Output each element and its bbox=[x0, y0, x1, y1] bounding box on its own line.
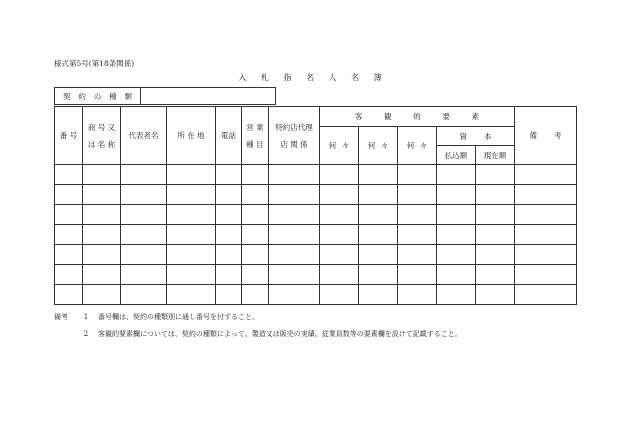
header-trade-name-line2: は 名 称 bbox=[87, 139, 116, 149]
table-cell[interactable] bbox=[437, 205, 476, 225]
note-number: 2 bbox=[83, 330, 89, 338]
label-char: 類 bbox=[124, 91, 132, 101]
remarks-char: 考 bbox=[554, 131, 562, 140]
table-cell[interactable] bbox=[216, 265, 242, 285]
table-cell[interactable] bbox=[476, 245, 515, 265]
header-agent-line1: 特約店代理 bbox=[275, 122, 313, 132]
remarks-char: 備 bbox=[529, 131, 538, 140]
table-cell[interactable] bbox=[476, 165, 515, 185]
header-business bbox=[242, 107, 269, 165]
table-cell[interactable] bbox=[359, 185, 398, 205]
item-char: 何 bbox=[367, 141, 376, 150]
contract-type-value[interactable] bbox=[141, 88, 275, 104]
table-cell[interactable] bbox=[216, 285, 242, 305]
title-char: 札 bbox=[260, 73, 269, 82]
table-cell[interactable] bbox=[55, 165, 83, 185]
header-phone: 電話 bbox=[216, 107, 242, 165]
table-cell[interactable] bbox=[269, 185, 320, 205]
table-cell[interactable] bbox=[437, 245, 476, 265]
table-cell[interactable] bbox=[121, 265, 167, 285]
title-char: 簿 bbox=[373, 73, 382, 82]
header-business-line2: 種 目 bbox=[246, 139, 264, 149]
header-current: 現在額 bbox=[476, 146, 515, 165]
document-title bbox=[230, 72, 390, 83]
form-number-label: 様式第5号(第18条関係) bbox=[54, 59, 135, 68]
header-remarks bbox=[515, 107, 577, 165]
notes-section bbox=[54, 309, 462, 343]
objective-char: 要 bbox=[442, 112, 450, 121]
table-cell[interactable] bbox=[55, 205, 83, 225]
notes-label: 備考 bbox=[54, 313, 68, 321]
table-cell[interactable] bbox=[476, 285, 515, 305]
table-cell[interactable] bbox=[320, 265, 359, 285]
header-item bbox=[320, 127, 359, 165]
table-cell[interactable] bbox=[437, 225, 476, 245]
table-cell[interactable] bbox=[167, 185, 216, 205]
table-cell[interactable] bbox=[515, 245, 577, 265]
table-cell[interactable] bbox=[242, 205, 269, 225]
table-cell[interactable] bbox=[269, 245, 320, 265]
title-char: 名 bbox=[306, 73, 314, 82]
table-cell[interactable] bbox=[359, 205, 398, 225]
table-cell[interactable] bbox=[242, 185, 269, 205]
table-cell[interactable] bbox=[320, 205, 359, 225]
item-char: 何 bbox=[406, 141, 415, 150]
table-cell[interactable] bbox=[359, 225, 398, 245]
header-representative: 代表者名 bbox=[121, 107, 167, 165]
table-cell[interactable] bbox=[121, 285, 167, 305]
header-address: 所 在 地 bbox=[167, 107, 216, 165]
title-char: 人 bbox=[328, 73, 337, 82]
table-cell[interactable] bbox=[216, 185, 242, 205]
item-char: 々 bbox=[341, 141, 350, 150]
title-char: 入 bbox=[238, 73, 247, 82]
item-char: 何 bbox=[328, 141, 337, 150]
table-cell[interactable] bbox=[515, 225, 577, 245]
table-cell[interactable] bbox=[359, 285, 398, 305]
objective-char: 素 bbox=[471, 112, 480, 121]
contract-type-label bbox=[55, 88, 141, 104]
table-cell[interactable] bbox=[437, 285, 476, 305]
table-cell[interactable] bbox=[320, 285, 359, 305]
table-cell[interactable] bbox=[515, 185, 577, 205]
header-item bbox=[398, 127, 437, 165]
table-cell[interactable] bbox=[320, 225, 359, 245]
title-char: 名 bbox=[351, 73, 360, 82]
note-text: 番号欄は、契約の種類別に通し番号を付すること。 bbox=[98, 313, 259, 321]
table-row bbox=[55, 185, 577, 205]
table-cell[interactable] bbox=[216, 165, 242, 185]
table-cell[interactable] bbox=[320, 185, 359, 205]
table-cell[interactable] bbox=[83, 225, 121, 245]
table-cell[interactable] bbox=[121, 225, 167, 245]
table-cell[interactable] bbox=[83, 185, 121, 205]
label-char: 約 bbox=[78, 91, 86, 101]
note-row bbox=[54, 326, 462, 343]
table-cell[interactable] bbox=[320, 245, 359, 265]
header-agent bbox=[269, 107, 320, 165]
table-row bbox=[55, 225, 577, 245]
capital-char: 本 bbox=[484, 131, 492, 141]
table-cell[interactable] bbox=[167, 245, 216, 265]
table-row bbox=[55, 245, 577, 265]
label-char: 種 bbox=[109, 91, 117, 101]
table-row bbox=[55, 205, 577, 225]
table-cell[interactable] bbox=[437, 185, 476, 205]
table-cell[interactable] bbox=[269, 265, 320, 285]
title-char: 指 bbox=[283, 73, 292, 82]
table-cell[interactable] bbox=[515, 205, 577, 225]
table-cell[interactable] bbox=[242, 265, 269, 285]
table-body bbox=[55, 165, 577, 305]
table-cell[interactable] bbox=[398, 165, 437, 185]
table-cell[interactable] bbox=[55, 225, 83, 245]
item-char: 々 bbox=[380, 141, 389, 150]
table-cell[interactable] bbox=[476, 265, 515, 285]
table-cell[interactable] bbox=[55, 185, 83, 205]
table-cell[interactable] bbox=[121, 185, 167, 205]
table-cell[interactable] bbox=[359, 245, 398, 265]
header-paid-in: 払込額 bbox=[437, 146, 476, 165]
table-cell[interactable] bbox=[216, 225, 242, 245]
table-cell[interactable] bbox=[359, 165, 398, 185]
table-cell[interactable] bbox=[269, 165, 320, 185]
header-number: 番 号 bbox=[55, 107, 83, 165]
table-cell[interactable] bbox=[167, 205, 216, 225]
note-number: 1 bbox=[83, 313, 89, 321]
table-cell[interactable] bbox=[515, 165, 577, 185]
table-cell[interactable] bbox=[515, 265, 577, 285]
table-cell[interactable] bbox=[167, 165, 216, 185]
table-cell[interactable] bbox=[167, 225, 216, 245]
objective-char: 観 bbox=[384, 112, 392, 121]
table-cell[interactable] bbox=[476, 185, 515, 205]
contract-type-box bbox=[54, 87, 276, 105]
table-cell[interactable] bbox=[216, 245, 242, 265]
objective-char: 的 bbox=[413, 112, 421, 121]
table-cell[interactable] bbox=[167, 265, 216, 285]
table-cell[interactable] bbox=[359, 265, 398, 285]
table-cell[interactable] bbox=[398, 245, 437, 265]
table-cell[interactable] bbox=[269, 205, 320, 225]
table-cell[interactable] bbox=[121, 165, 167, 185]
header-business-line1: 営 業 bbox=[246, 122, 264, 132]
capital-char: 資 bbox=[459, 131, 467, 141]
item-char: 々 bbox=[419, 141, 428, 150]
header-trade-name-line1: 商 号 又 bbox=[87, 122, 116, 132]
table-cell[interactable] bbox=[515, 285, 577, 305]
table-cell[interactable] bbox=[83, 205, 121, 225]
objective-char: 客 bbox=[354, 112, 363, 121]
table-cell[interactable] bbox=[437, 165, 476, 185]
table-cell[interactable] bbox=[83, 165, 121, 185]
table-row bbox=[55, 165, 577, 185]
table-cell[interactable] bbox=[269, 225, 320, 245]
table-cell[interactable] bbox=[55, 285, 83, 305]
table-cell[interactable] bbox=[242, 245, 269, 265]
header-agent-line2: 店 関 係 bbox=[280, 139, 308, 149]
table-cell[interactable] bbox=[242, 165, 269, 185]
table-cell[interactable] bbox=[269, 285, 320, 305]
registry-table bbox=[54, 106, 577, 305]
table-cell[interactable] bbox=[320, 165, 359, 185]
table-row bbox=[55, 285, 577, 305]
table-cell[interactable] bbox=[83, 245, 121, 265]
note-text: 客観的要素欄については、契約の種類によって、製造又は販売の実績、従業員数等の要素欄を設けて記載すること。 bbox=[98, 330, 462, 338]
table-cell[interactable] bbox=[437, 265, 476, 285]
header-trade-name bbox=[83, 107, 121, 165]
table-cell[interactable] bbox=[398, 205, 437, 225]
note-row bbox=[54, 309, 462, 326]
header-capital bbox=[437, 127, 515, 146]
table-cell[interactable] bbox=[476, 225, 515, 245]
table-cell[interactable] bbox=[398, 225, 437, 245]
label-char: 契 bbox=[62, 91, 71, 101]
table-cell[interactable] bbox=[398, 285, 437, 305]
header-objective bbox=[320, 107, 515, 127]
label-char: の bbox=[93, 91, 102, 101]
table-cell[interactable] bbox=[121, 245, 167, 265]
table-cell[interactable] bbox=[83, 265, 121, 285]
table-cell[interactable] bbox=[242, 225, 269, 245]
table-cell[interactable] bbox=[476, 205, 515, 225]
table-cell[interactable] bbox=[55, 245, 83, 265]
table-cell[interactable] bbox=[216, 205, 242, 225]
table-cell[interactable] bbox=[83, 285, 121, 305]
table-cell[interactable] bbox=[242, 285, 269, 305]
table-cell[interactable] bbox=[398, 265, 437, 285]
table-cell[interactable] bbox=[121, 205, 167, 225]
table-cell[interactable] bbox=[398, 185, 437, 205]
table-cell[interactable] bbox=[55, 265, 83, 285]
table-row bbox=[55, 265, 577, 285]
table-cell[interactable] bbox=[167, 285, 216, 305]
header-item bbox=[359, 127, 398, 165]
